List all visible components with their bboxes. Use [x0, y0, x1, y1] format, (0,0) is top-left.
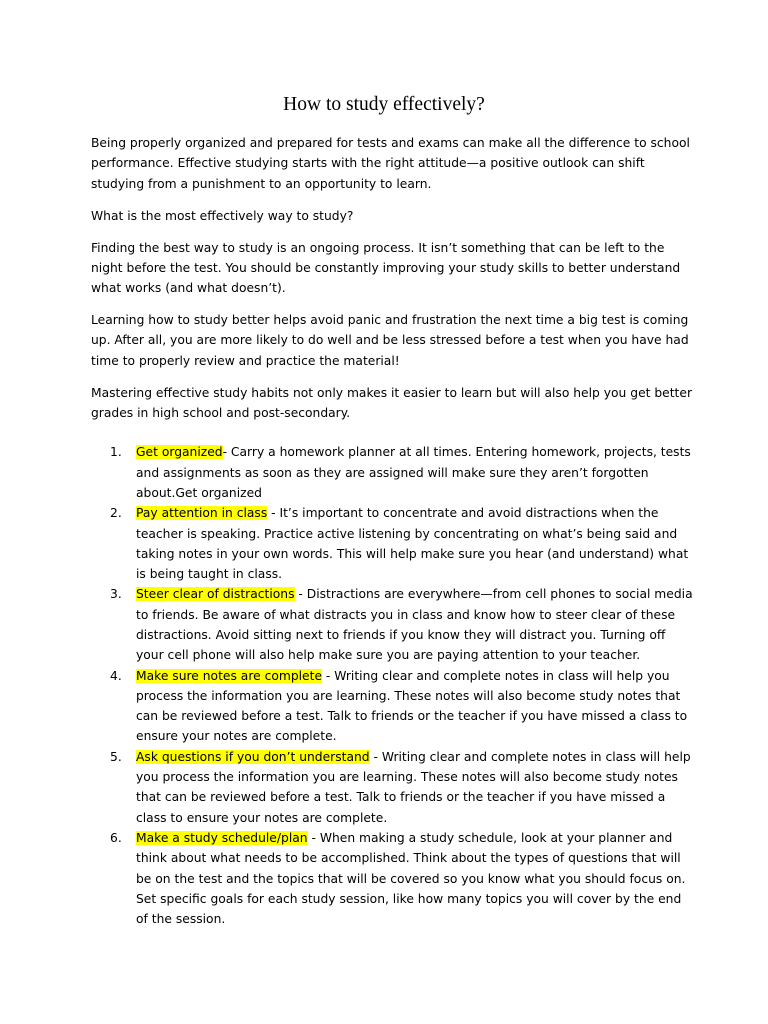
list-item-number: 1. — [110, 445, 122, 460]
list-item-heading: Pay attention in class — [136, 506, 268, 521]
list-item-heading: Ask questions if you don’t understand — [136, 749, 370, 764]
list-item-heading: Steer clear of distractions — [136, 587, 295, 602]
list-item — [91, 666, 695, 747]
list-item-number: 3. — [110, 587, 122, 602]
list-item — [91, 828, 695, 929]
process-paragraph: Finding the best way to study is an ongoing process. It isn’t something that can be left to the night before the test. You should be constantly improving your study skills to better understand what works (and what doesn’t). — [91, 240, 681, 296]
list-item-number: 2. — [110, 506, 122, 521]
list-item-heading: Make sure notes are complete — [136, 668, 323, 683]
list-item — [91, 442, 695, 503]
list-item-text: - When making a study schedule, look at your planner and think about what needs to be accomplished. Think about the types of questions that will be on the test and the topics that will be covered so you know what you should focus on. Set specific goals for each study session, like how many topics you will cover by the end of the session. — [136, 830, 686, 927]
benefits-paragraph: Learning how to study better helps avoid panic and frustration the next time a big test is coming up. After all, you are more likely to do well and be less stressed before a test when you have had time to properly review and practice the material! — [91, 313, 689, 368]
list-item-number: 4. — [110, 668, 122, 683]
list-item-number: 5. — [110, 749, 122, 764]
list-item — [91, 584, 695, 665]
question-paragraph: What is the most effectively way to study? — [91, 208, 354, 223]
document-body — [91, 133, 695, 929]
list-item-heading: Make a study schedule/plan — [136, 830, 308, 845]
habits-paragraph: Mastering effective study habits not only makes it easier to learn but will also help you get better grades in high school and post-secondary. — [91, 385, 692, 421]
study-tips-list — [91, 442, 695, 929]
list-item-text: - It’s important to concentrate and avoid distractions when the teacher is speaking. Practice active listening by concentrating on what’s being said and taking notes in your own words. This will help make sure you hear (and understand) what is being taught in class. — [136, 506, 689, 582]
intro-paragraph: Being properly organized and prepared for tests and exams can make all the difference to school performance. Effective studying starts with the right attitude—a positive outlook can shift studying from a punishment to an opportunity to learn. — [91, 136, 690, 191]
list-item-text: - Writing clear and complete notes in class will help you process the information you are learning. These notes will also become study notes that can be reviewed before a test. Talk to friends or the teacher if you have missed a class to ensure your notes are complete. — [136, 749, 691, 825]
list-item-text: - Writing clear and complete notes in class will help you process the information you are learning. These notes will also become study notes that can be reviewed before a test. Talk to friends or the teacher if you have missed a class to ensure your notes are complete. — [136, 668, 688, 744]
list-item-heading: Get organized — [136, 445, 223, 460]
list-item-text: - Carry a homework planner at all times. Entering homework, projects, tests and assignments as soon as they are assigned will make sure they aren’t forgotten about.Get organized — [136, 445, 691, 500]
list-item — [91, 747, 695, 828]
list-item — [91, 503, 695, 584]
list-item-number: 6. — [110, 830, 122, 845]
list-item-text: - Distractions are everywhere—from cell phones to social media to friends. Be aware of what distracts you in class and know how to steer clear of these distractions. Avoid sitting next to friends if you know they will distract you. Turning off your cell phone will also help make sure you are paying attention to your teacher. — [136, 587, 693, 663]
document-title: How to study effectively? — [283, 94, 485, 115]
